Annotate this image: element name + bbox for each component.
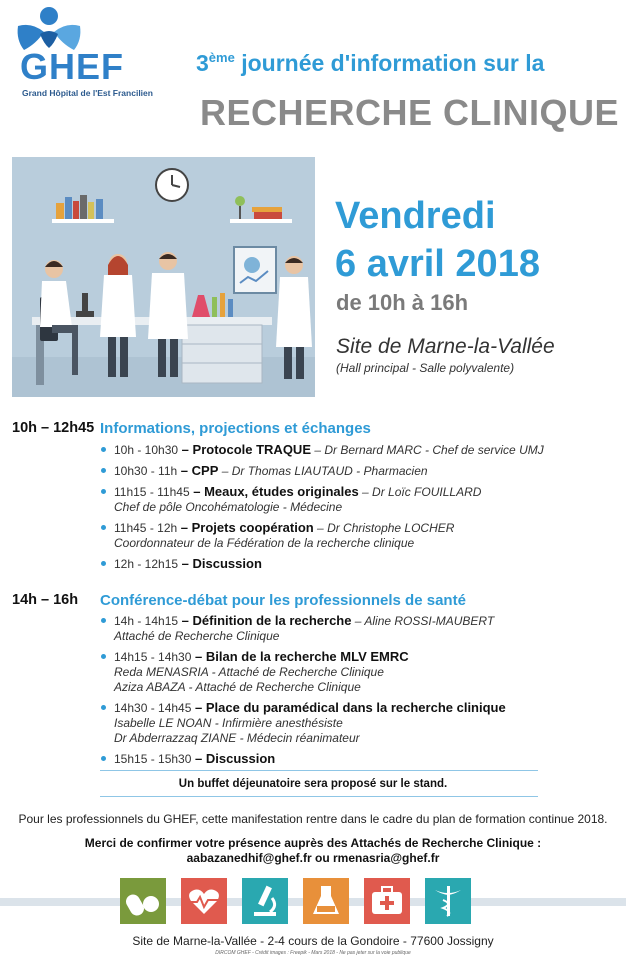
- event-day: Vendredi: [335, 195, 496, 237]
- divider-top: [100, 770, 538, 771]
- address: Site de Marne-la-Vallée - 2-4 cours de la Gondoire - 77600 Jossigny: [132, 934, 494, 948]
- title-line1-rest: journée d'information sur la: [234, 50, 545, 76]
- item-dash: –: [313, 521, 328, 535]
- medical-kit-icon: [364, 878, 410, 924]
- title-superscript: ème: [208, 50, 235, 65]
- heart-icon: [181, 878, 227, 924]
- program-item: [100, 649, 610, 695]
- program-item: [100, 463, 610, 479]
- program-item: [100, 484, 610, 515]
- logo-wordmark: GHEF: [20, 46, 125, 87]
- logo-subtitle: Grand Hôpital de l'Est Francilien: [22, 88, 153, 98]
- item-speaker: Dr Loïc FOUILLARD: [372, 485, 482, 499]
- item-dash: –: [218, 464, 232, 478]
- microscope-icon: [242, 878, 288, 924]
- item-title: Meaux, études originales: [204, 484, 359, 499]
- item-title: Définition de la recherche: [192, 613, 352, 628]
- program-item: [100, 442, 610, 458]
- section-morning-title: Informations, projections et échanges: [100, 420, 371, 437]
- item-dash: –: [191, 700, 206, 715]
- item-time: 10h30 - 11h: [114, 464, 178, 478]
- program-morning-list: [100, 442, 610, 572]
- program-item: [100, 613, 610, 644]
- program-item: [100, 520, 610, 551]
- item-dash: –: [351, 614, 365, 628]
- section-afternoon-title: Conférence-débat pour les professionnels de santé: [100, 592, 466, 609]
- item-role: Dr Abderrazzaq ZIANE - Médecin réanimateur: [114, 731, 360, 745]
- item-title: CPP: [191, 463, 219, 478]
- item-title: Discussion: [192, 556, 262, 571]
- caduceus-icon: [425, 878, 471, 924]
- credit-line: DIRCOM GHEF - Crédit images : Freepik - Mars 2018 - Ne pas jeter sur la voie publique: [215, 950, 411, 956]
- item-speaker: Dr Christophe LOCHER: [327, 521, 455, 535]
- item-title: Discussion: [205, 751, 276, 766]
- lab-scene-image: [12, 157, 315, 397]
- item-time: 14h15 - 14h30: [114, 650, 192, 664]
- contact-emails: aabazanedhif@ghef.fr ou rmenasria@ghef.fr: [186, 851, 440, 865]
- program-afternoon-list: [100, 613, 610, 767]
- item-speaker: Dr Thomas LIAUTAUD - Pharmacien: [231, 464, 428, 478]
- item-dash: –: [191, 751, 206, 766]
- confirm-note: Merci de confirmer votre présence auprès des Attachés de Recherche Clinique :: [84, 836, 542, 850]
- item-time: 10h - 10h30: [114, 443, 179, 457]
- item-role: Chef de pôle Oncohématologie - Médecine: [114, 500, 343, 514]
- item-role: Isabelle LE NOAN - Infirmière anesthésiste: [114, 716, 343, 730]
- item-speaker: Aline ROSSI-MAUBERT: [364, 614, 495, 628]
- item-dash: –: [311, 443, 325, 457]
- item-role: Aziza ABAZA - Attaché de Recherche Clinique: [114, 680, 361, 694]
- lab-illustration: [12, 157, 315, 397]
- item-dash: –: [189, 484, 205, 499]
- buffet-note: Un buffet déjeunatoire sera proposé sur le stand.: [178, 778, 448, 790]
- item-time: 12h - 12h15: [114, 557, 179, 571]
- event-site: Site de Marne-la-Vallée: [336, 335, 555, 358]
- title-ordinal: 3: [196, 50, 209, 76]
- program-item: [100, 751, 610, 767]
- item-speaker: Dr Bernard MARC - Chef de service UMJ: [324, 443, 544, 457]
- title-line1: [196, 50, 544, 77]
- slot-morning: 10h – 12h45: [12, 420, 95, 436]
- item-title: Protocole TRAQUE: [192, 442, 311, 457]
- event-date: 6 avril 2018: [335, 243, 540, 285]
- flask-icon: [303, 878, 349, 924]
- item-time: 11h15 - 11h45: [114, 485, 190, 499]
- item-time: 15h15 - 15h30: [114, 752, 192, 766]
- divider-bottom: [100, 796, 538, 797]
- item-role: Reda MENASRIA - Attaché de Recherche Clinique: [114, 665, 384, 679]
- item-role: Attaché de Recherche Clinique: [114, 629, 280, 643]
- item-time: 14h - 14h15: [114, 614, 179, 628]
- program-item: [100, 700, 610, 746]
- event-hours: de 10h à 16h: [336, 290, 469, 315]
- item-time: 11h45 - 12h: [114, 521, 178, 535]
- title-line2: RECHERCHE CLINIQUE: [200, 92, 620, 133]
- pills-icon: [120, 878, 166, 924]
- item-title: Projets coopération: [191, 520, 314, 535]
- event-room: (Hall principal - Salle polyvalente): [336, 361, 515, 375]
- item-dash: –: [178, 556, 193, 571]
- item-dash: –: [178, 442, 193, 457]
- item-time: 14h30 - 14h45: [114, 701, 192, 715]
- item-dash: –: [177, 463, 192, 478]
- item-dash: –: [177, 520, 192, 535]
- item-dash: –: [358, 485, 373, 499]
- item-dash: –: [178, 613, 193, 628]
- slot-afternoon: 14h – 16h: [12, 592, 79, 608]
- item-role: Coordonnateur de la Fédération de la recherche clinique: [114, 536, 415, 550]
- item-title: Place du paramédical dans la recherche clinique: [205, 700, 506, 715]
- program-item: [100, 556, 610, 572]
- item-title: Bilan de la recherche MLV EMRC: [205, 649, 409, 664]
- item-dash: –: [191, 649, 206, 664]
- formation-note: Pour les professionnels du GHEF, cette manifestation rentre dans le cadre du plan de formation continue 2018.: [18, 812, 608, 826]
- icon-row: [0, 876, 626, 932]
- ghef-logo: [10, 4, 160, 96]
